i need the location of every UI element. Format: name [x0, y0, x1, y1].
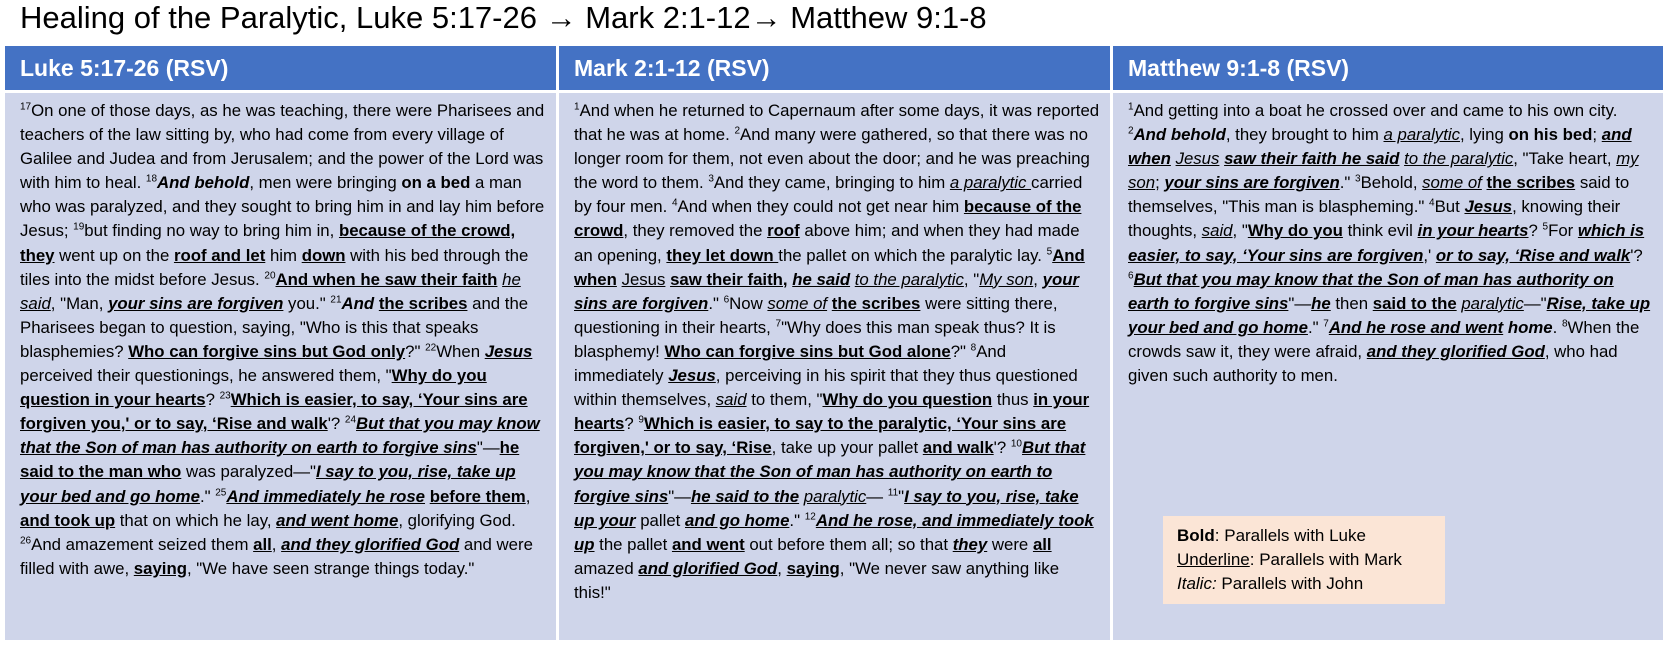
- text-run: saw their faith,: [670, 269, 788, 289]
- text-run: or to say, ‘Rise and walk: [1435, 245, 1631, 265]
- text-run: , glorifying God.: [398, 510, 516, 530]
- text-run: were: [987, 534, 1033, 554]
- text-run: he: [1311, 293, 1331, 313]
- text-run: perceived their questionings, he answered them, ": [20, 366, 392, 386]
- text-run: When the crowds saw it, they were afraid,: [1128, 317, 1640, 361]
- text-run: And many were gathered, so that there was no longer room for them, not even about the door; and he was preaching the word to them.: [574, 125, 1090, 193]
- text-run: carried by four men.: [574, 173, 1083, 217]
- text-run: "Why does this man speak thus? It is blasphemy!: [574, 317, 1056, 361]
- text-run: , men were bringing: [249, 173, 402, 193]
- text-run: thus: [992, 390, 1034, 410]
- text-run: And when: [574, 245, 1085, 289]
- verse-number: 8: [1561, 318, 1568, 330]
- text-run: Which is easier, to say, ‘Your sins are forgiven you,' or to say, ‘Rise and walk: [20, 390, 528, 434]
- legend-row: [1177, 572, 1431, 596]
- text-run: .": [1307, 317, 1324, 337]
- text-run: But that you may know that the Son of man has authority on earth to forgive sins: [20, 414, 540, 458]
- text-run: Jesus: [1175, 149, 1220, 169]
- text-run: and walk: [922, 438, 994, 458]
- legend-desc: : Parallels with Luke: [1214, 526, 1366, 545]
- text-run: the scribes: [378, 293, 468, 313]
- verse-number: 12: [804, 511, 816, 522]
- text-run: said to themselves, "This man is blaspheming.": [1128, 173, 1630, 217]
- text-run: ?: [205, 390, 220, 410]
- text-run: roof: [767, 221, 800, 241]
- verse-number: 23: [219, 390, 231, 402]
- text-run: And when he saw their faith: [275, 269, 498, 289]
- legend-key: Italic:: [1177, 574, 1217, 593]
- verse-number: 8: [970, 342, 977, 354]
- text-run: said: [1201, 221, 1233, 241]
- text-run: saying: [133, 558, 187, 578]
- text-run: pallet: [635, 510, 685, 530]
- text-run: to the paralytic: [1404, 149, 1514, 169]
- text-run: was paralyzed—": [181, 462, 316, 482]
- text-run: to the paralytic: [854, 269, 964, 289]
- verse-number: 11: [887, 486, 899, 498]
- text-run: , take up your pallet: [771, 438, 923, 458]
- text-run: he said: [792, 269, 851, 289]
- text-run: because of the crowd, they: [20, 221, 516, 265]
- text-run: him: [265, 245, 302, 265]
- text-run: said: [715, 390, 747, 410]
- text-run: the pallet: [594, 534, 672, 554]
- text-run: your sins are forgiven: [108, 293, 284, 313]
- text-run: amazed: [574, 558, 639, 578]
- text-run: some of: [767, 293, 828, 313]
- text-run: your sins are forgiven: [1164, 173, 1340, 193]
- column-heading: Mark 2:1-12 (RSV): [559, 46, 1113, 90]
- text-run: paralytic: [1461, 293, 1524, 313]
- verse-number: 2: [734, 125, 741, 137]
- text-run: .": [199, 486, 216, 506]
- verse-number: 5: [1046, 245, 1053, 257]
- text-run: , knowing their thoughts,: [1128, 197, 1621, 241]
- text-run: ;: [1592, 125, 1602, 145]
- column-mark: [559, 46, 1113, 640]
- text-run: Jesus: [1464, 197, 1513, 217]
- text-run: , who had given such authority to men.: [1128, 341, 1618, 386]
- text-run: Why do you: [1247, 221, 1343, 241]
- text-run: ?": [950, 341, 971, 361]
- text-run: , "We never saw anything like this!": [574, 558, 1060, 602]
- text-run: And immediately he rose: [226, 486, 426, 506]
- verse-number: 26: [20, 535, 32, 547]
- verse-number: 3: [1355, 173, 1361, 185]
- text-run: Who can forgive sins but God only: [128, 341, 406, 361]
- text-run: ?: [624, 414, 639, 434]
- text-run: And he rose, and immediately took up: [574, 510, 1094, 554]
- passage-text: [559, 93, 1113, 640]
- text-run: and glorified God: [638, 558, 778, 578]
- legend-key: Bold: [1177, 526, 1215, 545]
- text-run: , "Take heart,: [1513, 149, 1617, 169]
- text-run: '?: [993, 438, 1011, 458]
- text-run: ,: [271, 534, 282, 554]
- text-run: but finding no way to bring him in,: [84, 221, 339, 241]
- verse-number: 2: [1128, 125, 1134, 137]
- text-run: , they brought to him: [1225, 125, 1384, 145]
- text-run: paralytic: [803, 486, 867, 506]
- text-run: Who can forgive sins but God alone: [664, 341, 951, 361]
- text-run: Behold,: [1360, 173, 1423, 193]
- text-run: the scribes: [831, 293, 921, 313]
- text-run: out before them all; so that: [744, 534, 953, 554]
- text-run: some of: [1422, 173, 1482, 193]
- text-run: before them: [429, 486, 526, 506]
- verse-number: 25: [215, 486, 227, 498]
- verse-number: 1: [1128, 101, 1134, 113]
- text-run: he said: [20, 269, 521, 313]
- text-run: And immediately: [574, 341, 1007, 386]
- text-run: , lying: [1459, 125, 1509, 145]
- legend-desc: : Parallels with Mark: [1249, 550, 1402, 569]
- text-run: they let down: [666, 245, 779, 265]
- text-run: ,: [1033, 269, 1043, 289]
- text-run: "—: [1288, 293, 1312, 313]
- verse-number: 6: [723, 294, 730, 306]
- text-run: , "We have seen strange things today.": [186, 558, 475, 578]
- verse-number: 7: [775, 318, 782, 330]
- text-run: But: [1434, 197, 1465, 217]
- text-run: and when: [1128, 125, 1632, 169]
- text-run: ?": [405, 341, 426, 361]
- verse-number: 18: [145, 173, 158, 185]
- verse-number: 17: [20, 101, 32, 113]
- text-run: , ": [963, 269, 980, 289]
- legend-row: [1177, 524, 1431, 548]
- text-run: And: [341, 293, 375, 313]
- text-run: you.": [283, 293, 331, 313]
- text-run: were sitting there, questioning in their hearts,: [574, 293, 1058, 337]
- text-run: which is easier, to say, ‘Your sins are forgiven: [1128, 221, 1645, 265]
- text-run: When: [436, 341, 485, 361]
- verse-number: 9: [638, 414, 644, 426]
- legend-key: Underline: [1177, 550, 1250, 569]
- verse-number: 22: [425, 342, 437, 354]
- text-run: and go home: [684, 510, 790, 530]
- text-run: ": [898, 486, 905, 506]
- text-run: , perceiving in his spirit that they thus questioned within themselves,: [574, 366, 1078, 410]
- text-run: ?: [1528, 221, 1543, 241]
- verse-number: 10: [1010, 438, 1022, 450]
- text-run: And behold: [157, 173, 250, 193]
- text-run: he said to the man who: [20, 438, 520, 482]
- text-run: Jesus: [484, 341, 533, 361]
- text-run: that on which he lay,: [115, 510, 277, 530]
- text-run: with his bed through the tiles into the midst before Jesus.: [20, 245, 529, 289]
- verse-number: 7: [1323, 318, 1329, 330]
- text-run: and they glorified God: [281, 534, 460, 554]
- text-run: the pallet on which the paralytic lay.: [778, 245, 1047, 265]
- verse-number: 21: [330, 294, 342, 306]
- text-run: ,': [1423, 245, 1436, 265]
- text-run: and they glorified God: [1366, 341, 1545, 361]
- text-run: And amazement seized them: [31, 534, 254, 554]
- verse-number: 19: [73, 221, 85, 233]
- text-run: ,: [525, 486, 531, 506]
- text-run: —": [1523, 293, 1547, 313]
- text-run: a paralytic: [949, 173, 1032, 193]
- column-luke: [5, 46, 559, 640]
- column-heading: Luke 5:17-26 (RSV): [5, 46, 559, 90]
- text-run: and were filled with awe,: [20, 534, 533, 578]
- text-run: on his bed: [1508, 125, 1593, 145]
- legend-desc: Parallels with John: [1216, 574, 1364, 593]
- text-run: home: [1507, 317, 1553, 337]
- text-run: a man who was paralyzed, and they sought to bring him in and lay him before Jesus;: [20, 173, 545, 241]
- verse-number: 24: [344, 414, 357, 426]
- text-run: , they removed the: [623, 221, 768, 241]
- text-run: on a bed: [401, 173, 471, 193]
- text-run: ,: [777, 558, 787, 578]
- text-run: Jesus: [668, 366, 716, 386]
- text-run: a paralytic: [1383, 125, 1460, 145]
- text-run: And he rose and went: [1328, 317, 1504, 337]
- text-run: in your hearts: [574, 390, 1090, 434]
- verse-number: 6: [1128, 270, 1134, 282]
- text-run: And when he returned to Capernaum after some days, it was reported that he was at home.: [574, 101, 1100, 145]
- text-run: Why do you question in your hearts: [20, 366, 487, 410]
- page-title: Healing of the Paralytic, Luke 5:17-26 → Mark 2:1-12→ Matthew 9:1-8: [20, 0, 987, 35]
- text-run: he said to the: [690, 486, 800, 506]
- text-run: .": [789, 510, 805, 530]
- text-run: went up on the: [54, 245, 174, 265]
- text-run: all: [253, 534, 272, 554]
- verse-number: 4: [1429, 197, 1435, 209]
- verse-number: 3: [708, 173, 714, 185]
- text-run: Which is easier, to say to the paralytic, ‘Your sins are forgiven,' or to say, ‘Rise: [574, 414, 1067, 458]
- text-run: above him; and when they had made an opening,: [574, 221, 1080, 265]
- verse-number: 4: [671, 197, 678, 209]
- column-heading: Matthew 9:1-8 (RSV): [1113, 46, 1666, 90]
- text-run: Rise, take up your bed and go home: [1128, 293, 1651, 337]
- text-run: "—: [476, 438, 500, 458]
- text-run: then: [1330, 293, 1373, 313]
- text-run: Why do you question: [822, 390, 993, 410]
- text-run: to them, ": [746, 390, 823, 410]
- text-run: my son: [1128, 149, 1639, 193]
- text-run: said to the: [1372, 293, 1457, 313]
- text-run: saw their faith he said: [1224, 149, 1400, 169]
- text-run: And they came, bringing to him: [713, 173, 950, 193]
- text-run: and the Pharisees began to question, saying, "Who is this that speaks blasphemies?: [20, 293, 529, 361]
- text-run: ;: [1155, 173, 1165, 193]
- text-run: your sins are forgiven: [574, 269, 1079, 313]
- text-run: Now: [729, 293, 768, 313]
- text-run: the scribes: [1486, 173, 1576, 193]
- text-run: and took up: [20, 510, 116, 530]
- text-run: think evil: [1342, 221, 1418, 241]
- text-run: in your hearts: [1417, 221, 1529, 241]
- text-run: I say to you, rise, take up your: [574, 486, 1079, 530]
- text-run: roof and let: [173, 245, 266, 265]
- passage-text: [5, 93, 559, 640]
- text-run: .": [708, 293, 724, 313]
- text-run: all: [1032, 534, 1052, 554]
- text-run: On one of those days, as he was teaching, there were Pharisees and teachers of the law sitting by, who had come from every village of Galilee and Judea and from Jerusalem; and the power of the Lord was with him to heal.: [20, 101, 545, 193]
- text-run: '?: [327, 414, 345, 434]
- text-run: , "Man,: [50, 293, 109, 313]
- text-run: —: [866, 486, 888, 506]
- text-run: But that you may know that the Son of man has authority on earth to forgive sins: [574, 438, 1086, 506]
- text-run: I say to you, rise, take up your bed and go home: [20, 462, 516, 506]
- text-run: My son: [979, 269, 1034, 289]
- text-run: .": [1339, 173, 1356, 193]
- text-run: down: [301, 245, 346, 265]
- legend-row: [1177, 548, 1431, 572]
- text-run: they: [952, 534, 988, 554]
- verse-number: 1: [574, 101, 580, 113]
- text-run: For: [1548, 221, 1578, 241]
- legend-box: [1163, 516, 1445, 604]
- text-run: And when they could not get near him: [677, 197, 964, 217]
- text-run: saying: [786, 558, 840, 578]
- text-run: .: [1552, 317, 1562, 337]
- verse-number: 20: [264, 270, 276, 282]
- text-run: because of the crowd: [574, 197, 1082, 241]
- text-run: Jesus: [621, 269, 666, 289]
- text-run: And behold: [1133, 125, 1226, 145]
- text-run: and went home: [276, 510, 399, 530]
- text-run: But that you may know that the Son of man has authority on earth to forgive sins: [1128, 269, 1614, 313]
- text-run: '?: [1630, 245, 1643, 265]
- text-run: And getting into a boat he crossed over and came to his own city.: [1133, 101, 1618, 120]
- text-run: , ": [1232, 221, 1248, 241]
- text-run: "—: [668, 486, 691, 506]
- verse-number: 5: [1542, 221, 1549, 233]
- text-run: and went: [671, 534, 745, 554]
